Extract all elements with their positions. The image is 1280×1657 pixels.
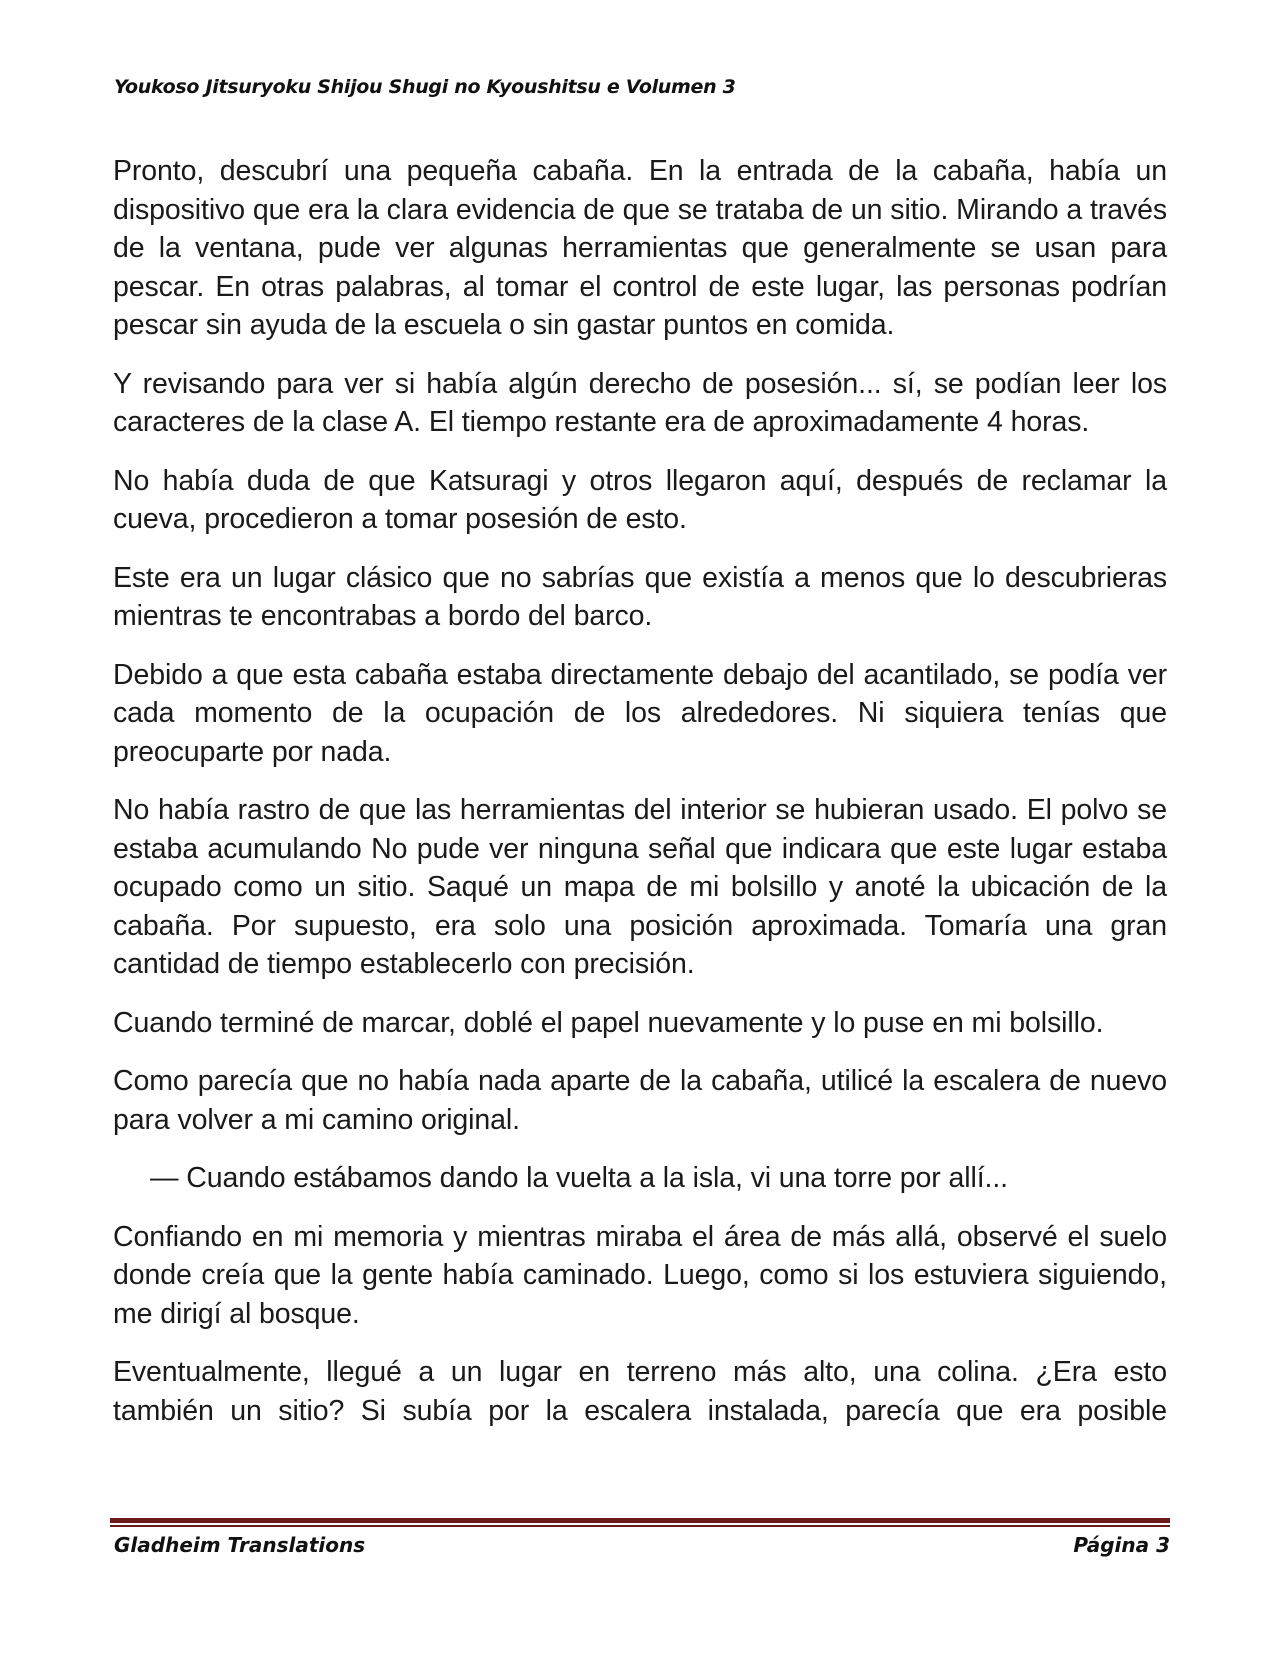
footer-publisher: Gladheim Translations [114, 1533, 366, 1557]
paragraph: Debido a que esta cabaña estaba directamente debajo del acantilado, se podía ver cada momento de la ocupación de los alrededores. Ni siquiera tenías que preocuparte por nada. [113, 658, 1167, 768]
dialogue-line: — Cuando estábamos dando la vuelta a la isla, vi una torre por allí... [150, 1162, 1008, 1194]
paragraph: Como parecía que no había nada aparte de la cabaña, utilicé la escalera de nuevo para volver a mi camino original. [113, 1065, 1167, 1136]
paragraph: No había rastro de que las herramientas del interior se hubieran usado. El polvo se estaba acumulando No pude ver ninguna señal que indicara que este lugar estaba ocupado como un sitio. Saqué un mapa de mi bolsillo y anoté la ubicación de la cabaña. Por supuesto, era solo una posición aproximada. Tomaría una gran cantidad de tiempo establecerlo con precisión. [113, 794, 1167, 980]
footer-divider-thin [110, 1525, 1170, 1527]
paragraph: No había duda de que Katsuragi y otros llegaron aquí, después de reclamar la cueva, procedieron a tomar posesión de esto. [113, 464, 1167, 535]
footer-divider-thick [110, 1518, 1170, 1523]
paragraph: Pronto, descubrí una pequeña cabaña. En la entrada de la cabaña, había un dispositivo que era la clara evidencia de que se trataba de un sitio. Mirando a través de la ventana, pude ver algunas herramientas que generalmente se usan para pescar. En otras palabras, al tomar el control de este lugar, las personas podrían pescar sin ayuda de la escuela o sin gastar puntos en comida. [113, 155, 1167, 341]
document-body [113, 152, 1167, 1450]
paragraph: Este era un lugar clásico que no sabrías que existía a menos que lo descubrieras mientras te encontrabas a bordo del barco. [113, 561, 1167, 632]
paragraph: Confiando en mi memoria y mientras miraba el área de más allá, observé el suelo donde creía que la gente había caminado. Luego, como si los estuviera siguiendo, me dirigí al bosque. [113, 1220, 1167, 1330]
paragraph: Eventualmente, llegué a un lugar en terreno más alto, una colina. ¿Era esto también un sitio? Si subía por la escalera instalada, parecía que era posible [113, 1356, 1167, 1427]
footer-page-number: Página 3 [1073, 1533, 1170, 1557]
page-header-title: Youkoso Jitsuryoku Shijou Shugi no Kyoushitsu e Volumen 3 [114, 76, 736, 98]
footer-divider [110, 1518, 1170, 1527]
paragraph: Cuando terminé de marcar, doblé el papel nuevamente y lo puse en mi bolsillo. [113, 1006, 1104, 1039]
paragraph: Y revisando para ver si había algún derecho de posesión... sí, se podían leer los caracteres de la clase A. El tiempo restante era de aproximadamente 4 horas. [113, 367, 1167, 438]
